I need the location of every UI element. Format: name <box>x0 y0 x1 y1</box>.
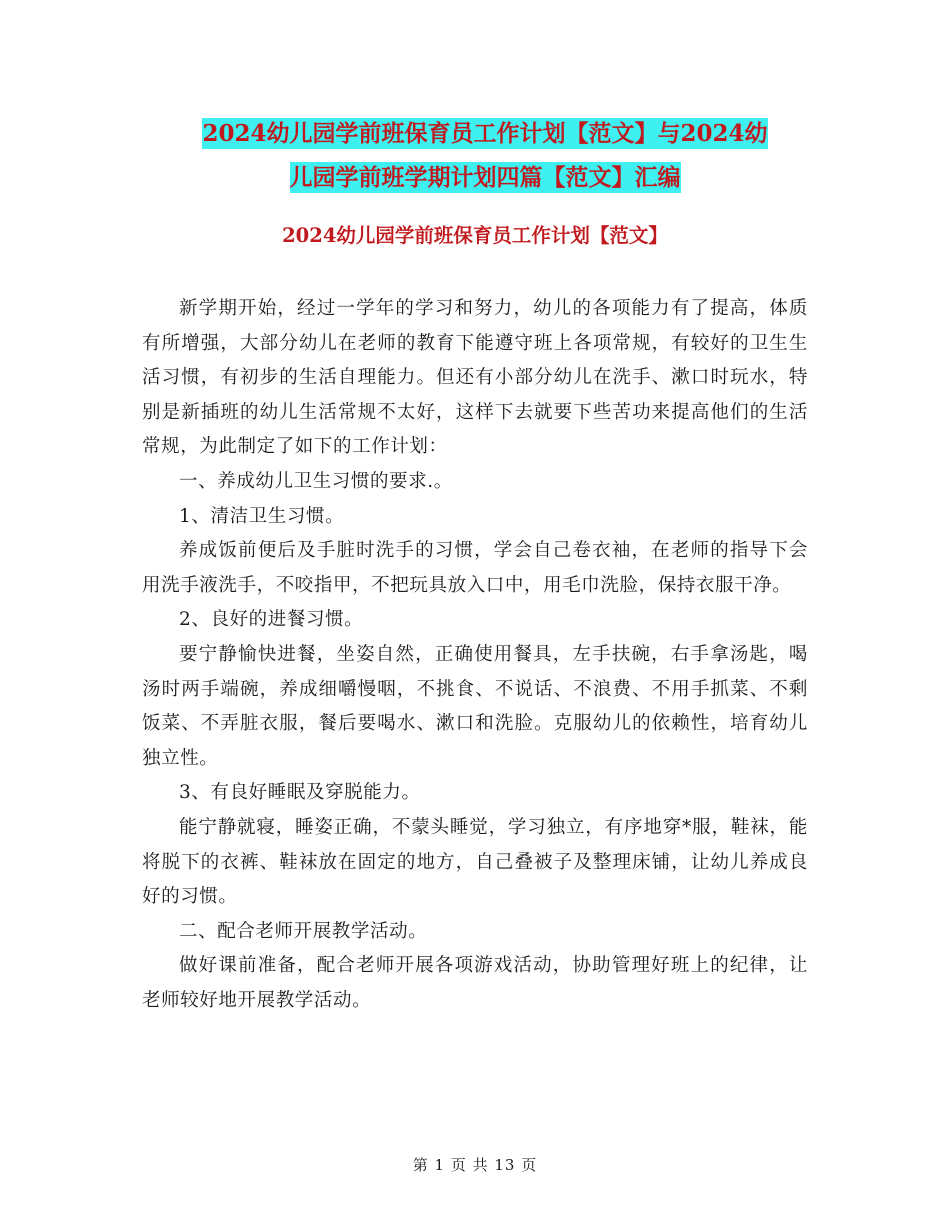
title-line-2: 儿园学前班学期计划四篇【范文】汇编 <box>289 164 681 191</box>
section-title: 2024幼儿园学前班保育员工作计划【范文】 <box>282 224 668 247</box>
document-body <box>142 292 808 1018</box>
paragraph: 1、清洁卫生习惯。 <box>179 505 345 527</box>
page-footer: 第 1 页 共 13 页 <box>412 1156 538 1174</box>
paragraph: 新学期开始，经过一学年的学习和努力，幼儿的各项能力有了提高，体质有所增强，大部分幼儿在老师的教育下能遵守班上各项常规，有较好的卫生生活习惯，有初步的生活自理能力。但还有小部分幼儿在洗手、漱口时玩水，特别是新插班的幼儿生活常规不太好，这样下去就要下些苦功来提高他们的生活常规，为此制定了如下的工作计划： <box>142 298 808 458</box>
paragraph: 养成饭前便后及手脏时洗手的习惯，学会自己卷衣袖，在老师的指导下会用洗手液洗手，不咬指甲，不把玩具放入口中，用毛巾洗脸，保持衣服干净。 <box>142 540 808 596</box>
paragraph: 做好课前准备，配合老师开展各项游戏活动，协助管理好班上的纪律，让老师较好地开展教学活动。 <box>142 955 808 1011</box>
paragraph: 3、有良好睡眠及穿脱能力。 <box>179 782 421 804</box>
paragraph: 能宁静就寝，睡姿正确，不蒙头睡觉，学习独立，有序地穿*服，鞋袜，能将脱下的衣裤、鞋袜放在固定的地方，自己叠被子及整理床铺，让幼儿养成良好的习惯。 <box>142 816 808 908</box>
paragraph: 二、配合老师开展教学活动。 <box>179 920 428 942</box>
paragraph: 2、良好的进餐习惯。 <box>179 609 364 631</box>
title-line-1: 2024幼儿园学前班保育员工作计划【范文】与2024幼 <box>202 120 768 147</box>
document-title <box>140 112 830 200</box>
paragraph: 一、养成幼儿卫生习惯的要求.。 <box>179 470 453 492</box>
paragraph: 要宁静愉快进餐，坐姿自然，正确使用餐具，左手扶碗，右手拿汤匙，喝汤时两手端碗，养成细嚼慢咽，不挑食、不说话、不浪费、不用手抓菜、不剩饭菜、不弄脏衣服，餐后要喝水、漱口和洗脸。克服幼儿的依赖性，培育幼儿独立性。 <box>142 643 808 769</box>
